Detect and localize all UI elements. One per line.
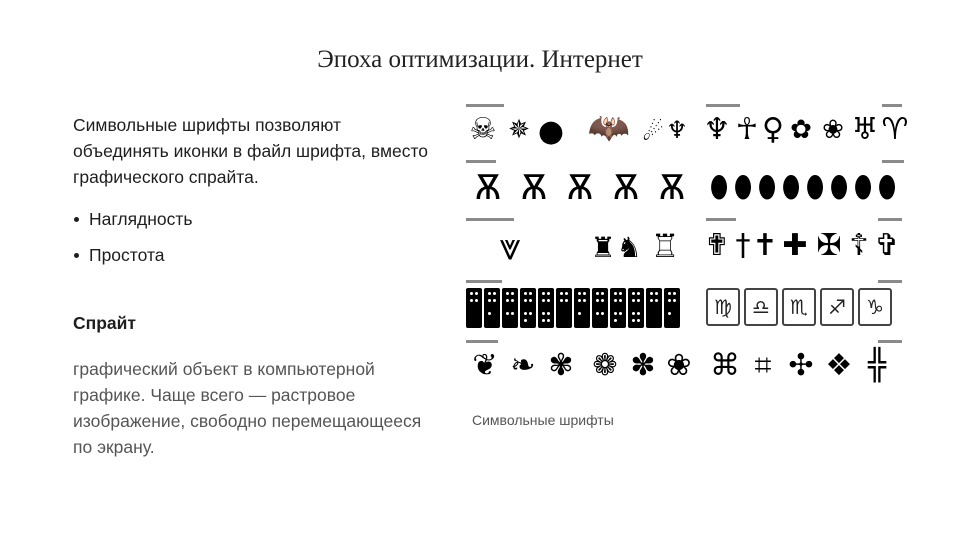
bat-icon: ♆ (666, 116, 688, 144)
pumpkin-icon: ● (537, 114, 565, 149)
spider-web-icon: ✵ (508, 115, 530, 145)
zodiac-scorpio-icon: ♏ (782, 288, 816, 326)
figure-icon: ♞ (616, 231, 642, 264)
sprite-definition: графический объект в компьютерной графике. Чаще всего — растровое изображение, свободно перемещающееся по экрану. (73, 359, 422, 457)
bullet-item: Наглядность (73, 206, 433, 232)
flower-icon: ❁ (592, 348, 618, 383)
zodiac-virgo-icon: ♍ (706, 288, 740, 326)
font-name-label (466, 104, 504, 107)
skull-icon: ☠ (469, 112, 497, 147)
tribal-figure-icon: ❀ (822, 115, 844, 145)
easter-egg-icon: ⬮ (757, 170, 777, 205)
intro-paragraph: Символьные шрифты позволяют объединять иконки в файл шрифта, вместо графического спрайта. (73, 115, 429, 187)
text-column (73, 112, 433, 460)
font-name-label (882, 160, 904, 163)
easter-egg-icon: ⬮ (781, 170, 801, 205)
easter-egg-icon: ⬮ (829, 170, 849, 205)
tribal-figure-icon: ♆ (703, 112, 731, 147)
bullet-item: Простота (73, 242, 433, 268)
butterfly-icon: Ѫ (520, 168, 548, 208)
font-name-label (466, 218, 514, 221)
cross-icon: ✚ (782, 228, 808, 263)
zodiac-sagittarius-icon: ♐ (820, 288, 854, 326)
font-name-label (878, 280, 902, 283)
cross-icon: ✠ (816, 228, 842, 263)
tribal-figure-icon: ✿ (790, 115, 812, 145)
easter-egg-icon: ⬮ (805, 170, 825, 205)
cross-icon: ☦ (849, 228, 869, 263)
flower-icon: ❧ (510, 348, 536, 383)
flower-icon: ❀ (666, 348, 692, 383)
cross-icon: ✝ (752, 228, 778, 263)
easter-egg-icon: ⬮ (853, 170, 873, 205)
font-name-label (882, 104, 902, 107)
font-name-label (878, 340, 902, 343)
cross-icon: † (735, 228, 751, 263)
flower-icon: ✽ (630, 348, 656, 383)
celtic-knot-icon: ⌗ (754, 348, 772, 383)
font-name-label (878, 218, 902, 221)
celtic-knot-icon: ✣ (788, 348, 814, 383)
font-name-label (706, 104, 740, 107)
butterfly-icon: Ѫ (658, 168, 686, 208)
flower-icon: ✾ (548, 348, 574, 383)
celtic-knot-icon: ⌘ (710, 348, 740, 383)
bat-icon: 🦇 (587, 108, 631, 148)
cross-icon: ✟ (704, 228, 730, 263)
easter-egg-icon: ⬮ (709, 170, 729, 205)
tribal-figure-icon: ♀ (762, 112, 784, 147)
celtic-knot-icon: ❖ (825, 348, 853, 383)
butterfly-icon: Ѫ (474, 168, 502, 208)
butterfly-icon: Ѫ (566, 168, 594, 208)
hat-icon: ♖ (650, 227, 680, 265)
font-name-label (466, 160, 496, 163)
sprite-heading: Спрайт (73, 313, 136, 333)
tribal-figure-icon: ♅ (851, 112, 879, 147)
slide-title: Эпоха оптимизации. Интернет (317, 46, 643, 73)
easter-egg-icon: ⬮ (733, 170, 753, 205)
font-name-label (466, 340, 498, 343)
bullet-list (73, 206, 433, 268)
tribal-figure-icon: ♈ (881, 112, 909, 147)
tribal-figure-icon: ☥ (735, 112, 759, 147)
butterfly-icon: Ѫ (612, 168, 640, 208)
cross-icon: ✞ (874, 228, 900, 263)
figure-caption: Символьные шрифты (472, 412, 614, 428)
zodiac-capricorn-icon: ♑ (858, 288, 892, 326)
easter-egg-icon: ⬮ (877, 170, 897, 205)
eagle-icon: ⩔ (499, 224, 521, 268)
celtic-knot-icon: ╬ (867, 348, 887, 383)
ghost-icon: ☄ (642, 118, 664, 146)
figure-icon: ♜ (590, 231, 616, 264)
zodiac-libra-icon: ♎ (744, 288, 778, 326)
flower-icon: ❦ (472, 348, 498, 383)
font-name-label (706, 218, 736, 221)
font-name-label (466, 280, 502, 283)
symbol-fonts-image (458, 98, 918, 408)
